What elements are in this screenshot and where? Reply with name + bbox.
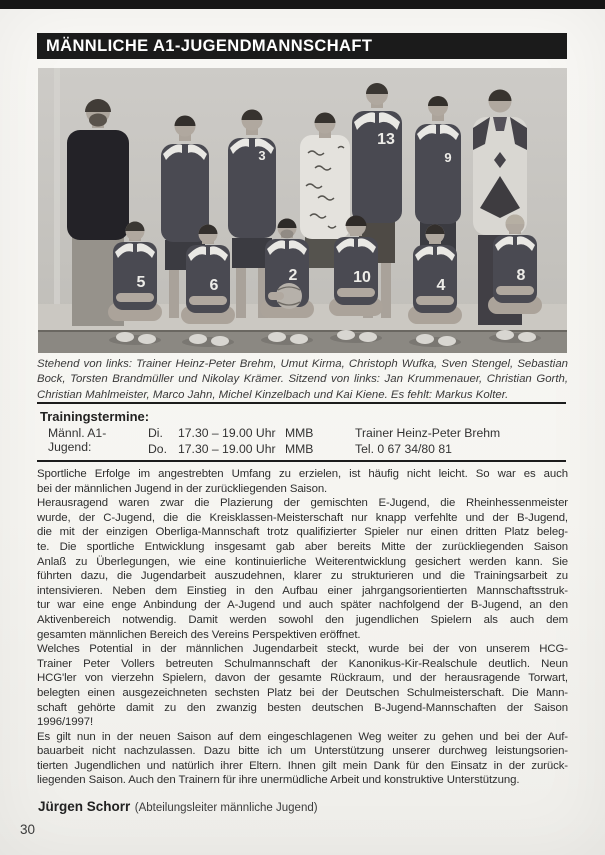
team-photo xyxy=(38,68,567,353)
jersey-number-2: 2 xyxy=(288,267,298,284)
jersey-number-5: 5 xyxy=(136,274,146,291)
section-title: MÄNNLICHE A1-JUGENDMANNSCHAFT xyxy=(46,36,373,55)
training-day: Do. xyxy=(148,442,167,456)
paragraph-3: Welches Potential in der männlichen Jugendarbeit steckt, wurde bei der von unserem HCG- Trainer Peter Vollers betreuten Schulmannschaft der Kanonikus-Kir-Realschule deutlich. Neun HCG'ler von vierzehn Spielern, davon der gesamte Rückraum, und der herausragende Torwart, belegten einen ausgezeichneten sechsten Platz bei der Deutschen Schulmeisterschaft. Die Mann- schaft gehörte damit zu den zwanzig besten deutschen B-Jugend-Mannschaften der Saison 1996/1997! xyxy=(37,643,568,729)
training-title: Trainingstermine: xyxy=(40,409,150,424)
jersey-number-8: 8 xyxy=(516,267,526,284)
paragraph-4: Es gilt nun in der neuen Saison auf dem eingeschlagenen Weg weiter zu gehen und bei der Auf- bauarbeit nicht nachzulassen. Dazu bitte ich um Unterstützung unserer durchweg leistungsorien- tierten Jugendlichen und natürlich ihrer Eltern. Ihnen gilt mein Dank für den Einsatz in der zurück- liegenden Saison. Auch den Trainern für ihre unermüdliche Arbeit und konstruktive Unterstützung. xyxy=(37,730,568,787)
signature-role: (Abteilungsleiter männliche Jugend) xyxy=(134,802,318,814)
signature-name: Jürgen Schorr xyxy=(38,799,131,814)
jersey-number-10: 10 xyxy=(353,269,371,286)
training-row xyxy=(48,442,568,456)
paragraph-2: Herausragend waren zwar die Plazierung der gemischten E-Jugend, die Rheinhessenmeister wurde, der C-Jugend, die die Kreisklassen-Meisterschaft nur knapp verfehlte und der B-Jugend, die mit der einzigen Oberliga-Mannschaft trotz qualifizierter Spieler nur einen dritten Platz beleg- te. Die sportliche Entwicklung insgesamt gab aber bereits Mitte der zurückliegenden Saison Anlaß zu Überlegungen, wie eine kontinuierliche Weiterentwicklung gesichert werden kann. Sie führten dazu, die Jugendarbeit auszudehnen, klarer zu strukturieren und die Trainingsarbeit zu intensivieren. Neben dem Einstieg in den Aufbau einer jahrgangsorientierten Mannschaftsstruk- tur war eine enge Anbindung der A-Jugend und auch später nachfolgend der B-Jugend, an den Aktivenbereich notwendig. Damit werden sowohl den jugendlichen Spielern als auch dem gesamten männlichen Bereich des Vereins Perspektiven eröffnet. xyxy=(37,497,568,641)
training-day: Di. xyxy=(148,426,163,440)
divider-top xyxy=(37,402,566,404)
signature-line xyxy=(38,798,318,816)
divider-bottom xyxy=(37,460,566,462)
training-time: 17.30 – 19.00 Uhr xyxy=(178,442,276,456)
section-header-bar xyxy=(37,33,567,59)
team-photo-illustration xyxy=(38,68,567,353)
photo-caption: Stehend von links: Trainer Heinz-Peter Brehm, Umut Kirma, Christoph Wufka, Sven Stengel, Sebastian Bock, Torsten Brandmüller und Nikolay Krämer. Sitzend von links: Jan Krummenauer, Christian Gorth, Christian Mahlmeister, Marco Jahn, Michel Kinzelbach und Kai Kiene. Es fehlt: Markus Kolter. xyxy=(37,358,568,401)
jersey-number-3: 3 xyxy=(258,148,266,163)
training-contact: Tel. 0 67 34/80 81 xyxy=(355,442,452,456)
jersey-number-13: 13 xyxy=(377,131,395,148)
training-venue: MMB xyxy=(285,426,314,440)
training-team-label xyxy=(48,442,148,456)
article-text xyxy=(37,467,568,788)
page-number: 30 xyxy=(20,822,36,837)
jersey-number-4: 4 xyxy=(436,277,446,294)
scan-edge-artifact xyxy=(0,0,605,9)
training-venue: MMB xyxy=(285,442,314,456)
jersey-number-9: 9 xyxy=(444,150,452,165)
paragraph-1: Sportliche Erfolge im angestrebten Umfang zu erzielen, ist häufig nicht leicht. So war es auch bei der männlichen Jugend in der zurückliegenden Saison. xyxy=(37,468,568,495)
jersey-number-6: 6 xyxy=(209,277,219,294)
training-time: 17.30 – 19.00 Uhr xyxy=(178,426,276,440)
training-contact: Trainer Heinz-Peter Brehm xyxy=(355,426,501,440)
training-team-label: Männl. A1-Jugend: xyxy=(48,426,107,454)
